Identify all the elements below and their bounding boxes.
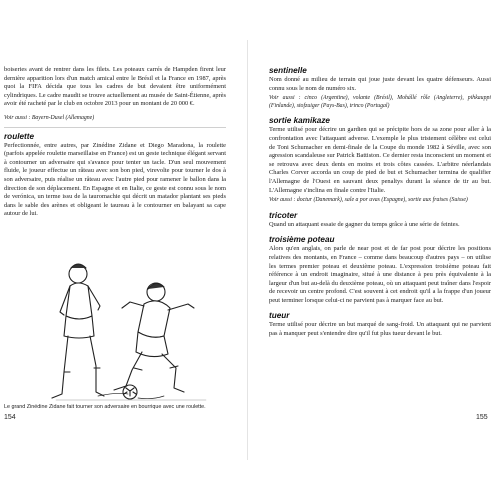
entry-text: Terme utilisé pour décrire un gardien qui se précipite hors de sa zone pour aller à la confrontation avec l'attaquant adverse. L'exemple le plus tristement célèbre est celui de Toni Schumacher en demi-finale de la Coupe du monde 1982 à Séville, avec son agression scandaleuse sur Patrick Battiston. Ce dernier resta inconscient un moment et se retrouva avec deux dents en moins et trois côtes cassées. L'arbitre néerlandais Charles Corver accorda un coup de pied de but et Schumacher termina de qualifier l'Allemagne de l'Ouest en sauvant deux penaltys durant la séance de tir au but. L'Allemagne s'inclina en finale contre l'Italie.	[269, 126, 491, 194]
right-page	[248, 0, 496, 496]
football-illustration	[38, 256, 218, 404]
entry-see-also: Voir aussi : doctur (Danemark), sale a por uvas (Espagne), sortie aux fraises (Suisse)	[269, 197, 468, 204]
entry-text: Nom donné au milieu de terrain qui joue juste devant les quatre défenseurs. Aussi connu sous le nom de numéro six.	[269, 76, 491, 92]
entry-head: tricoter	[269, 210, 298, 220]
entry-tueur	[269, 311, 491, 338]
entry-troisieme-poteau	[269, 235, 491, 305]
entry-head: sortie kamikaze	[269, 116, 330, 126]
entry-sortie-kamikaze	[269, 116, 491, 204]
page-number-right: 155	[476, 414, 488, 421]
entry-head-roulette: roulette	[4, 131, 35, 141]
entry-see-also: Voir aussi : cinco (Argentine), volante (Brésil), Mohállé rôle (Angleterre), pihkauppi (Finlande), stofzuiger (Pays-Bas), trinco (Portugal)	[269, 95, 491, 109]
entry-tricoter	[269, 211, 491, 230]
page-number-left: 154	[4, 414, 16, 421]
intro-paragraph: boiseries avant de rentrer dans les filets. Les poteaux carrés de Hampden firent leur dernière apparition lors d'un match amical entre le Brésil et la France en 1987, après quoi la FIFA décida que tous les cadres de but devaient être uniformément cylindriques. Le cadre maudit se trouve actuellement au musée de Saint-Étienne, après avoir été racheté par le club en octobre 2013 pour un montant de 20 000 €.	[4, 66, 226, 108]
illustration-caption: Le grand Zinédine Zidane fait tourner son adversaire en bourrique avec une roulette.	[4, 404, 206, 410]
entry-text: Quand un attaquant essaie de gagner du temps grâce à une série de feintes.	[269, 220, 460, 228]
entry-head: troisième poteau	[269, 235, 335, 245]
divider	[4, 127, 226, 128]
left-page-text	[4, 66, 226, 219]
intro-see-also: Voir aussi : Bayern-Dusel (Allemagne)	[4, 114, 95, 121]
entry-text-roulette: Perfectionnée, entre autres, par Zinédine Zidane et Diego Maradona, la roulette (parfois appelée roulette marseillaise en France) est un geste technique élégant servant à contourner un adversaire qui s'avance pour tenter un tacle. D'un seul mouvement fluide, le joueur effectue un râteau avec son bon pied, virevolte pour tourner le dos à son adversaire, puis réalise un râteau avec l'autre pied pour ramener le ballon dans la direction de son déplacement. En Espagne et en Italie, ce geste est connu sous le nom de verónica, un terme issu de la tauromachie qui décrit un matador plantant ses pieds dans le sable des arènes et obligeant le taureau à le contourner en balayant sa cape autour de lui.	[4, 141, 226, 218]
entry-text: Alors qu'en anglais, on parle de near post et de far post pour décrire les positions relatives des montants, en France – comme dans beaucoup d'autres pays – on utilise les termes premier poteau et deuxième poteau. L'expression troisième poteau fait référence à un endroit imaginaire, situé à une distance à peu près équivalente à la largeur d'un but au-delà du deuxième poteau, où un attaquant peut traîner dans l'espoir de recevoir un centre profond. C'est souvent à cet endroit qu'il a la frappe d'un joueur peut terminer lorsque celui-ci ne parvient pas à marquer face au but.	[269, 245, 491, 304]
entry-head: tueur	[269, 311, 290, 321]
right-page-text	[269, 66, 491, 339]
entry-head: sentinelle	[269, 66, 307, 75]
entry-text: Terme utilisé pour décrire un but marqué de sang-froid. Un attaquant qui ne parvient pas à manquer peut s'entendre dire qu'il fut plus tueur devant le but.	[269, 321, 491, 338]
entry-sentinelle	[269, 66, 491, 110]
